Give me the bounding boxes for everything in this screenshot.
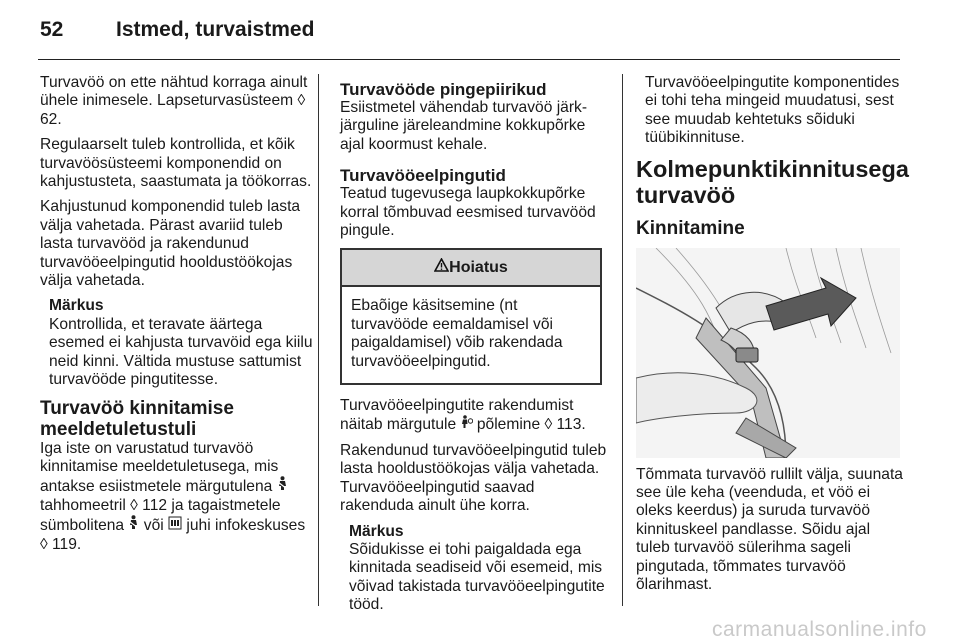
paragraph: Turvavöö on ette nähtud korraga ainult ühele inimesele. Lapseturvasüsteem ◊ 62. xyxy=(40,74,308,128)
column-2 xyxy=(340,74,608,623)
watermark: carmanualsonline.info xyxy=(712,618,927,641)
column-divider xyxy=(318,74,319,606)
page-title: Istmed, turvaistmed xyxy=(116,18,315,41)
paragraph: Turvavööeelpingutite rakendumist näitab märgutule põlemine ◊ 113. xyxy=(340,397,586,434)
airbag-pretensioner-icon xyxy=(461,415,473,433)
note-box xyxy=(49,297,315,389)
paragraph: Tõmmata turvavöö rullilt välja, suunata see üle keha (veenduda, et vöö ei oleks keerdus) ja suruda turvavöö kinnituskeel pandlasse. Sõidu ajal tuleb turvavöö sülerihma sageli pingutada, tõmmates turvavöö õlarihmast. xyxy=(636,465,903,594)
page-header xyxy=(40,18,314,42)
note-title: Märkus xyxy=(349,522,404,540)
subsection-heading: Kinnitamine xyxy=(636,217,745,239)
paragraph: Regulaarselt tuleb kontrollida, et kõik turvavöösüsteemi komponendid on kahjustusteta, saastumata ja töökorras. xyxy=(40,136,312,191)
seatbelt-reminder-icon xyxy=(277,476,288,495)
section-heading: Kolmepunktikinnitusega turvavöö xyxy=(636,155,909,208)
section-heading: Turvavööeelpingutid xyxy=(340,166,506,186)
paragraph: Iga iste on varustatud turvavöö kinnitamise meeldetuletusega, mis antakse esiistmetele märgutulena tahhomeetril ◊ 112 ja tagaistmetele sümbolitena või juhi infokeskuses ◊ 119. xyxy=(40,439,306,553)
note-text: Kontrollida, et teravate äärtega esemed ei kahjusta turvavöid ega kiilu neid kinni. Vältida mustuse sattumist turvavööde pingutitesse. xyxy=(49,315,313,389)
section-heading: Turvavöö kinnitamise meeldetuletustuli xyxy=(40,397,234,440)
note-box xyxy=(349,523,608,615)
seatbelt-illustration xyxy=(636,248,900,458)
warning-header xyxy=(342,250,600,287)
section-heading: Turvavööde pingepiirikud xyxy=(340,80,547,99)
seatbelt-reminder-icon xyxy=(128,515,139,534)
note-text: Sõidukisse ei tohi paigaldada ega kinnitada seadiseid või esemeid, mis võivad takistada turvavööeelpingutite tööd. xyxy=(349,540,605,614)
column-1 xyxy=(40,74,315,561)
paragraph: Kahjustunud komponendid tuleb lasta välja vahetada. Pärast avariid tuleb lasta turvavööd ja rakendunud turvavööeelpingutid hooldustöökojas välja vahetada. xyxy=(40,198,301,290)
rear-seatbelt-icon xyxy=(168,516,182,534)
warning-title: Hoiatus xyxy=(449,259,508,277)
paragraph: Teatud tugevusega laupkokkupõrke korral tõmbuvad eesmised turvavööd pingule. xyxy=(340,185,596,240)
warning-triangle-icon xyxy=(434,250,449,285)
paragraph: Esiistmetel vähendab turvavöö järk-järguline järeleandmine kokkupõrke ajal koormust kehale. xyxy=(340,99,588,153)
header-divider xyxy=(38,59,900,60)
note-continuation: Turvavööeelpingutite komponentides ei tohi teha mingeid muudatusi, sest see muudab kehtetuks sõiduki tüübikinnituse. xyxy=(645,74,900,147)
column-divider xyxy=(622,74,623,606)
warning-text: Ebaõige käsitsemine (nt turvavööde eemaldamisel või paigaldamisel) võib rakendada turvavööeelpingutid. xyxy=(351,297,563,370)
page-number: 52 xyxy=(40,18,64,41)
warning-box xyxy=(340,248,602,385)
paragraph: Rakendunud turvavööeelpingutid tuleb lasta hooldustöökojas välja vahetada. Turvavööeelpingutid saavad rakenduda ainult ühe korra. xyxy=(340,441,607,515)
note-title: Märkus xyxy=(49,297,104,315)
column-3 xyxy=(636,74,908,601)
